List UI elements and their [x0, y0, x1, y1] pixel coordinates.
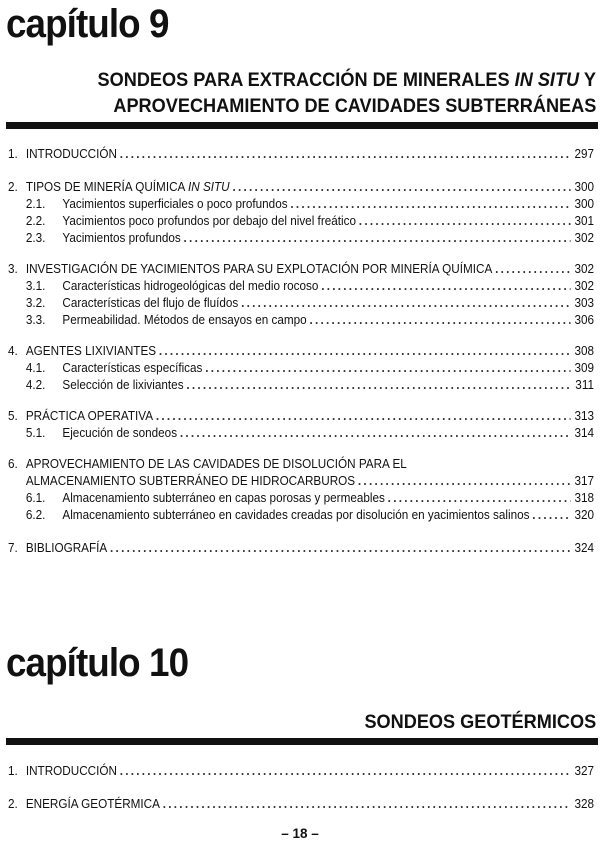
toc-entry[interactable]: 6.1. Almacenamiento subterráneo en capas porosas y permeables ..... 318 — [8, 490, 594, 507]
chapter-heading: capítulo 10 — [6, 641, 189, 685]
toc-entry[interactable]: 3.1. Características hidrogeológicas del medio rocoso ..... 302 — [8, 278, 594, 295]
table-of-contents — [8, 146, 594, 557]
toc-entry[interactable]: 7. BIBLIOGRAFÍA ..... 324 — [8, 540, 594, 557]
toc-entry[interactable]: 2.1. Yacimientos superficiales o poco profundos ..... 300 — [8, 196, 594, 213]
toc-entry[interactable]: 5.1. Ejecución de sondeos ..... 314 — [8, 425, 594, 442]
toc-entry[interactable]: 4. AGENTES LIXIVIANTES ..... 308 — [8, 343, 594, 360]
toc-entry[interactable]: 2.3. Yacimientos profundos ..... 302 — [8, 230, 594, 247]
toc-entry[interactable]: 3. INVESTIGACIÓN DE YACIMIENTOS PARA SU EXPLOTACIÓN POR MINERÍA QUÍMICA ..... 302 — [8, 261, 594, 278]
toc-entry[interactable]: 1. INTRODUCCIÓN ..... 327 — [8, 763, 594, 780]
chapter-title-line: APROVECHAMIENTO DE CAVIDADES SUBTERRÁNEAS — [113, 95, 596, 117]
toc-entry[interactable]: 2. TIPOS DE MINERÍA QUÍMICA IN SITU ..... 300 — [8, 179, 594, 196]
toc-entry[interactable]: 3.3. Permeabilidad. Métodos de ensayos en campo ..... 306 — [8, 312, 594, 329]
toc-entry[interactable]: 5. PRÁCTICA OPERATIVA ..... 313 — [8, 408, 594, 425]
page-number: – 18 – — [281, 826, 319, 841]
section-divider — [6, 122, 598, 129]
toc-entry[interactable]: 3.2. Características del flujo de fluídos ..... 303 — [8, 295, 594, 312]
table-of-contents — [8, 763, 594, 813]
section-divider — [6, 738, 598, 745]
toc-entry-continuation[interactable]: ALMACENAMIENTO SUBTERRÁNEO DE HIDROCARBUROS ..... 317 — [8, 473, 594, 490]
toc-entry[interactable]: 6. APROVECHAMIENTO DE LAS CAVIDADES DE DISOLUCIÓN PARA EL — [8, 457, 407, 471]
chapter-title-line: SONDEOS GEOTÉRMICOS — [364, 711, 596, 733]
toc-entry[interactable]: 4.2. Selección de lixiviantes ..... 311 — [8, 377, 594, 394]
toc-entry[interactable]: 6.2. Almacenamiento subterráneo en cavidades creadas por disolución en yacimientos salinos ..... 320 — [8, 507, 594, 524]
toc-entry[interactable]: 1. INTRODUCCIÓN ..... 297 — [8, 146, 594, 163]
toc-entry[interactable]: 2.2. Yacimientos poco profundos por debajo del nivel freático ..... 301 — [8, 213, 594, 230]
toc-entry[interactable]: 4.1. Características específicas ..... 309 — [8, 360, 594, 377]
toc-entry[interactable]: 2. ENERGÍA GEOTÉRMICA ..... 328 — [8, 796, 594, 813]
chapter-heading: capítulo 9 — [6, 2, 169, 46]
chapter-title-line: SONDEOS PARA EXTRACCIÓN DE MINERALES IN SITU Y — [97, 69, 596, 91]
